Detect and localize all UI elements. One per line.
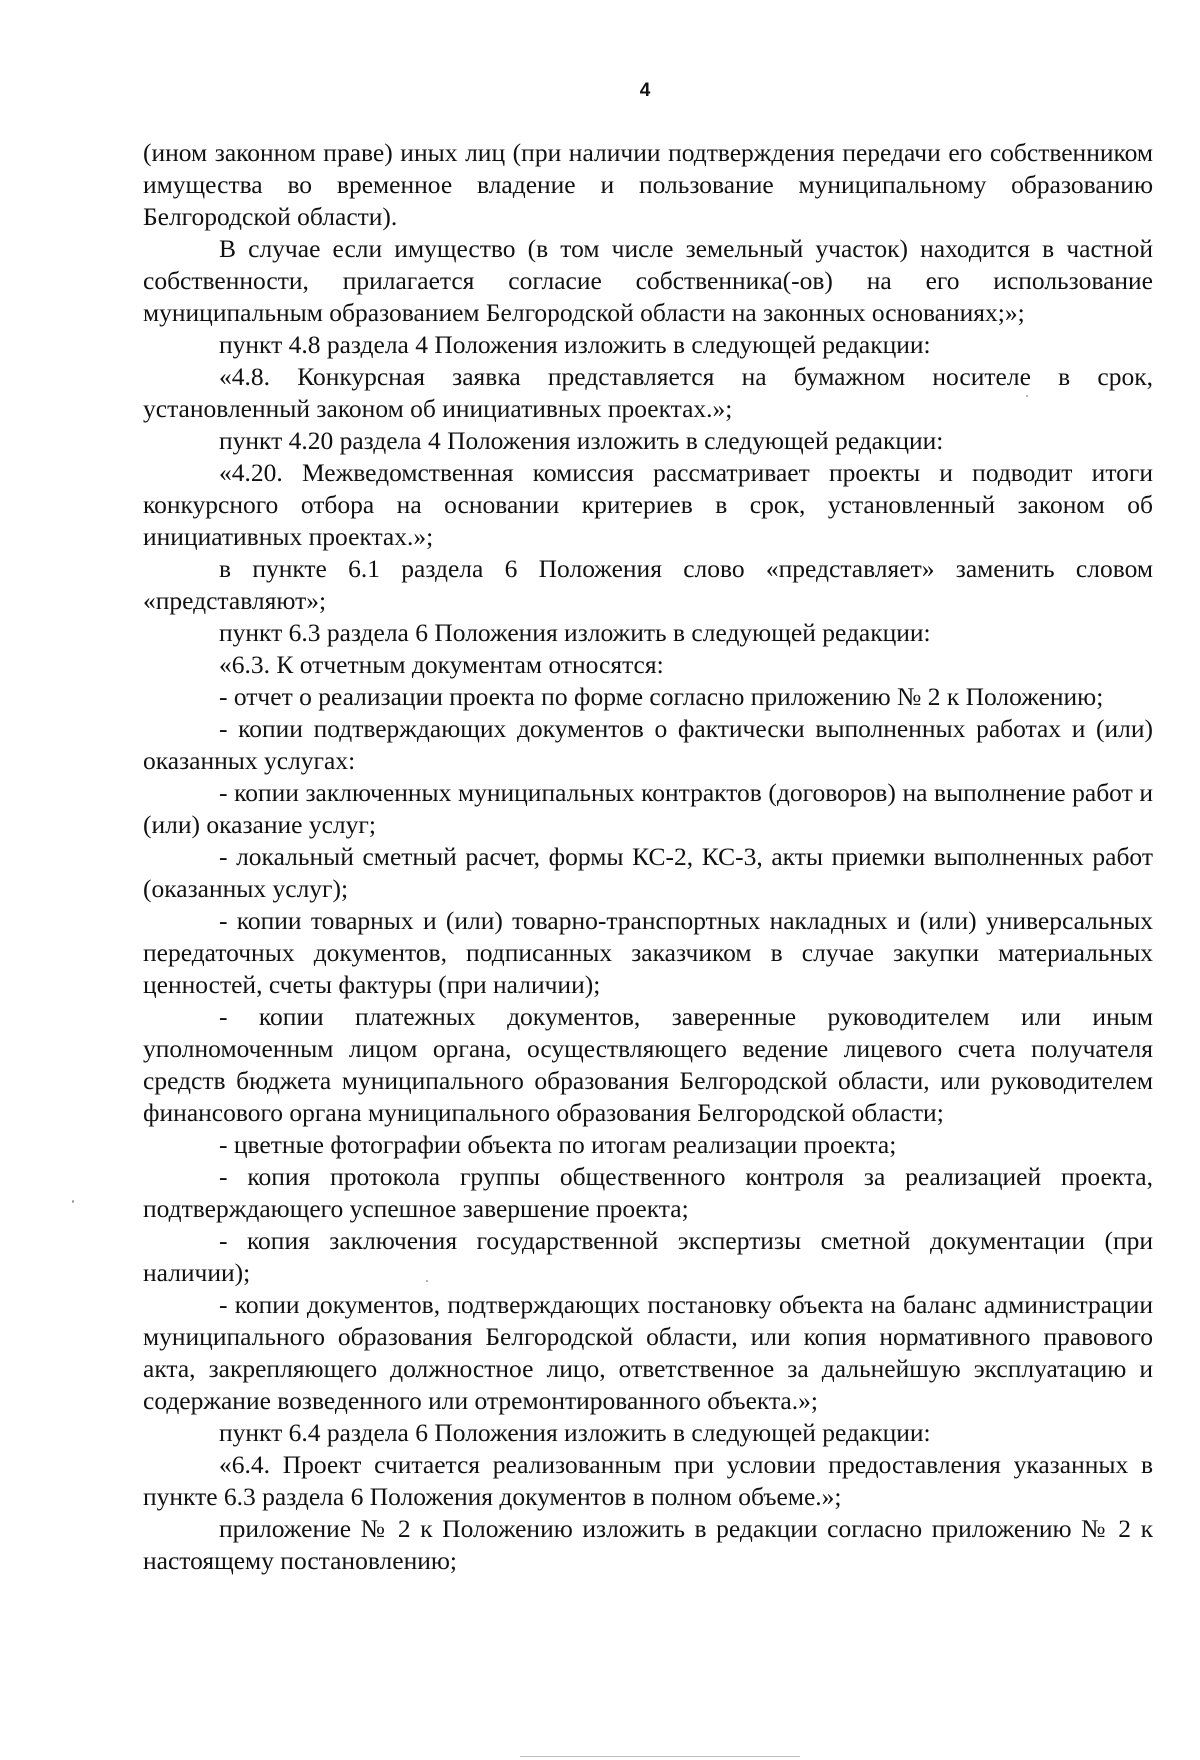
scan-edge-line <box>520 1756 800 1757</box>
paragraph-12: - копии заключенных муниципальных контрактов (договоров) на выполнение работ и (или) оказание услуг; <box>143 778 1153 839</box>
paragraph-21: «6.4. Проект считается реализованным при условии предоставления указанных в пункте 6.3 раздела 6 Положения документов в полном объеме.»; <box>143 1450 1153 1511</box>
paragraph-19: - копии документов, подтверждающих постановку объекта на баланс администрации муниципального образования Белгородской области, или копия нормативного правового акта, закрепляющего должностное лицо, ответственное за дальнейшую эксплуатацию и содержание возведенного или отремонтированного объекта.»; <box>143 1290 1153 1415</box>
page-number: 4 <box>639 80 651 101</box>
paragraph-17: - копия протокола группы общественного контроля за реализацией проекта, подтверждающего успешное завершение проекта; <box>143 1162 1153 1223</box>
paragraph-13: - локальный сметный расчет, формы КС-2, КС-3, акты приемки выполненных работ (оказанных услуг); <box>143 842 1153 903</box>
paragraph-9: «6.3. К отчетным документам относятся: <box>219 650 664 679</box>
document-body <box>143 137 1153 1577</box>
paragraph-15: - копии платежных документов, заверенные руководителем или иным уполномоченным лицом органа, осуществляющего ведение лицевого счета получателя средств бюджета муниципального образования Белгородской области, или руководителем финансового органа муниципального образования Белгородской области; <box>143 1002 1153 1127</box>
paragraph-7: в пункте 6.1 раздела 6 Положения слово «представляет» заменить словом «представляют»; <box>143 554 1153 615</box>
paragraph-2: В случае если имущество (в том числе земельный участок) находится в частной собственности, прилагается согласие собственника(-ов) на его использование муниципальным образованием Белгородской области на законных основаниях;»; <box>143 234 1153 327</box>
paragraph-16: - цветные фотографии объекта по итогам реализации проекта; <box>219 1130 897 1159</box>
paragraph-8: пункт 6.3 раздела 6 Положения изложить в следующей редакции: <box>219 618 931 647</box>
scan-speck <box>426 1280 428 1282</box>
paragraph-3: пункт 4.8 раздела 4 Положения изложить в следующей редакции: <box>219 330 931 359</box>
paragraph-4: «4.8. Конкурсная заявка представляется на бумажном носителе в срок, установленный законом об инициативных проектах.»; <box>143 362 1153 423</box>
scan-speck <box>72 1200 74 1203</box>
paragraph-5: пункт 4.20 раздела 4 Положения изложить в следующей редакции: <box>219 426 944 455</box>
paragraph-10: - отчет о реализации проекта по форме согласно приложению № 2 к Положению; <box>219 682 1104 711</box>
paragraph-1: (ином законном праве) иных лиц (при наличии подтверждения передачи его собственником имущества во временное владение и пользование муниципальному образованию Белгородской области). <box>143 138 1153 231</box>
paragraph-6: «4.20. Межведомственная комиссия рассматривает проекты и подводит итоги конкурсного отбора на основании критериев в срок, установленный законом об инициативных проектах.»; <box>143 458 1153 551</box>
paragraph-18: - копия заключения государственной экспертизы сметной документации (при наличии); <box>143 1226 1153 1287</box>
paragraph-22: приложение № 2 к Положению изложить в редакции согласно приложению № 2 к настоящему постановлению; <box>143 1514 1153 1575</box>
paragraph-20: пункт 6.4 раздела 6 Положения изложить в следующей редакции: <box>219 1418 931 1447</box>
scan-speck <box>1026 395 1028 397</box>
paragraph-11: - копии подтверждающих документов о фактически выполненных работах и (или) оказанных услугах: <box>143 714 1153 775</box>
paragraph-14: - копии товарных и (или) товарно-транспортных накладных и (или) универсальных передаточных документов, подписанных заказчиком в случае закупки материальных ценностей, счеты фактуры (при наличии); <box>143 906 1153 999</box>
